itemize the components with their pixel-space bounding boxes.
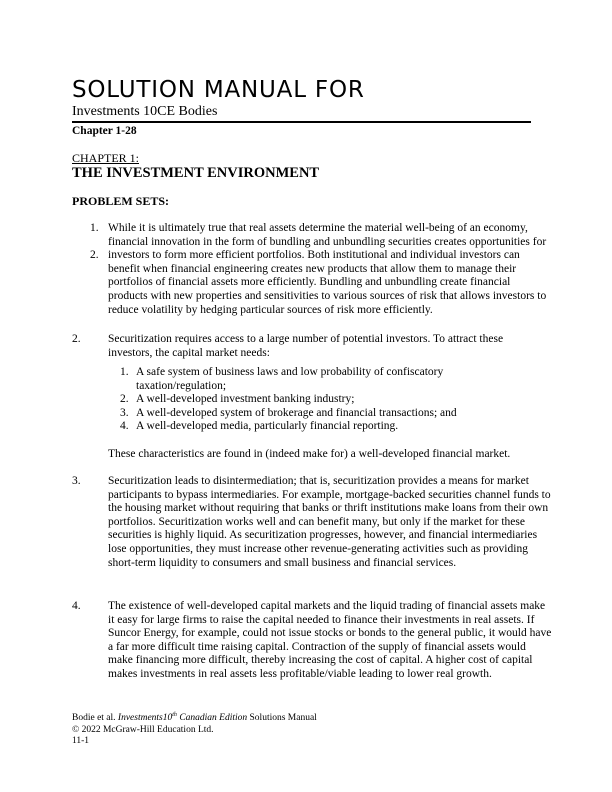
problem-2-item-2-number: 2. [120,393,129,405]
problem-2-item-4-text: A well-developed media, particularly financial reporting. [136,420,399,432]
header-rule [72,121,531,123]
footer-authors: Bodie et al. [72,713,116,723]
chapter-title: THE INVESTMENT ENVIRONMENT [72,165,320,181]
problem-2-number: 2. [72,333,81,345]
footer-page-number: 11-1 [72,736,90,746]
footer-copyright: © 2022 McGraw-Hill Education Ltd. [72,724,214,735]
problem-2-intro: Securitization requires access to a large number of potential investors. To attract these investors, the capital market needs: [108,333,504,359]
chapter-range: Chapter 1-28 [72,125,137,137]
chapter-label: CHAPTER 1: [72,151,140,165]
problem-2-closing: These characteristics are found in (indeed make for) a well-developed financial market. [108,448,511,460]
manual-title: SOLUTION MANUAL FOR [72,77,365,103]
footer-edition-sup: th [172,712,177,718]
problem-1-number-overlap: 2. [90,249,99,261]
book-subtitle: Investments 10CE Bodies [72,104,218,119]
problem-3-number: 3. [72,475,81,487]
footer-edition: Canadian Edition [179,713,248,723]
problem-1-text: While it is ultimately true that real assets determine the material well-being of an economy, financial innovation in the form of bundling and unbundling securities creates opportunities for investors to form more efficient portfolios. Both institutional and individual investors can benefit when financial engineering creates new products that allow them to manage their portfolios of financial assets more efficiently. Bundling and unbundling create financial products with new properties and sensitivities to various sources of risk that allows investors to reduce volatility by hedging particular sources of risk more efficiently. [108,222,547,316]
problem-2-item-1-text: A safe system of business laws and low probability of confiscatory taxation/regulation; [136,366,444,392]
problem-2-item-3-text: A well-developed system of brokerage and financial transactions; and [136,407,457,419]
problem-2-item-4-number: 4. [120,420,129,432]
problem-4-text: The existence of well-developed capital markets and the liquid trading of financial assets make it easy for large firms to raise the capital needed to finance their investments in real assets. If Suncor Energy, for example, could not issue stocks or bonds to the general public, it would have a far more difficult time raising capital. Contraction of the supply of financial assets would make financing more difficult, thereby increasing the cost of capital. A higher cost of capital makes investments in real assets less profitable/viable leading to lower real growth. [108,600,552,680]
problem-1-number: 1. [90,222,99,234]
problem-2-item-2-text: A well-developed investment banking industry; [136,393,355,405]
problem-2-item-1-number: 1. [120,366,129,378]
footer-manual: Solutions Manual [249,713,317,723]
section-heading: PROBLEM SETS: [72,194,170,208]
problem-4-number: 4. [72,600,81,612]
footer-citation [72,710,317,725]
problem-3-text: Securitization leads to disintermediation; that is, securitization provides a means for market participants to bypass intermediaries. For example, mortgage-backed securities channel funds to the housing market without requiring that banks or thrift institutions make loans from their own portfolios. Securitization works well and can benefit many, but only if the market for these securities is highly liquid. As securitization progresses, however, and financial intermediaries lose opportunities, they must increase other revenue-generating activities such as providing short-term liquidity to consumers and small business and financial services. [108,475,551,569]
footer-book-title: Investments10th Canadian Edition [117,712,248,723]
problem-2-item-3-number: 3. [120,407,129,419]
page-footer [72,710,317,748]
